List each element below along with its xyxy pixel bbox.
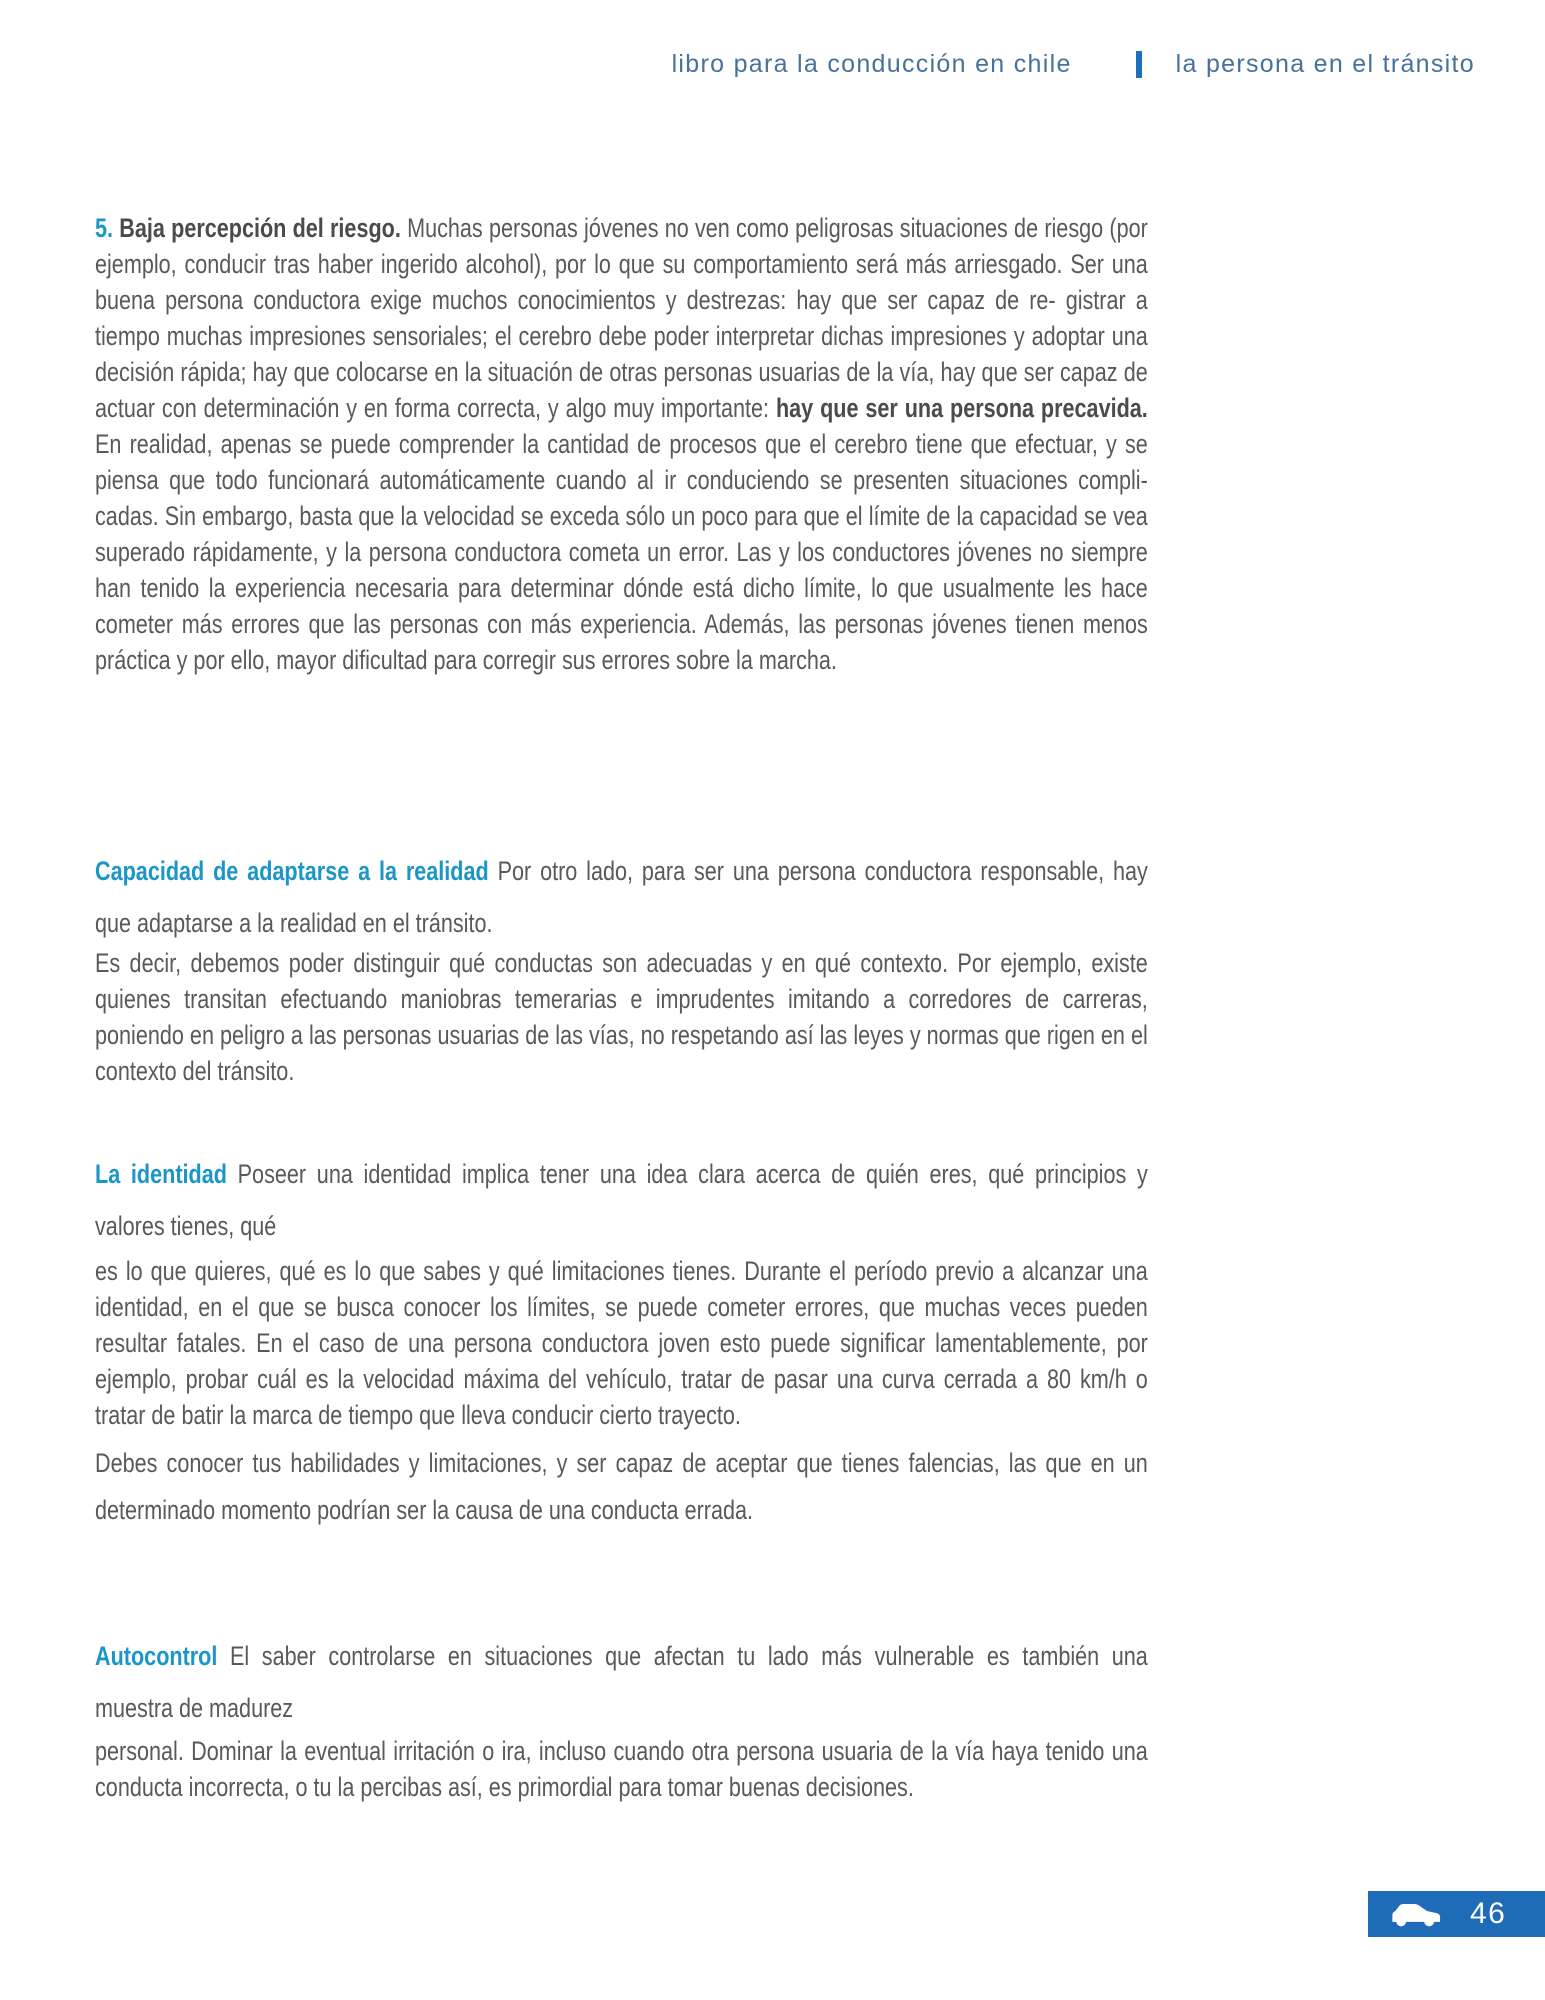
capacidad-heading: Capacidad de adaptarse a la realidad [95, 856, 489, 886]
footer-page-badge [1368, 1891, 1545, 1937]
autocontrol-intro-line2: muestra de madurez [95, 1693, 294, 1723]
identidad-note-line1: Debes conocer tus habilidades y limitaciones, y ser capaz de aceptar que tienes falencias, las que en un [95, 1448, 1148, 1478]
section-autocontrol-intro [95, 1630, 1148, 1734]
risk-body-part2: En realidad, apenas se puede comprender la cantidad de procesos que el cerebro tiene que efectuar, y se piensa que todo funcionará automáticamente cuando al ir conduciendo se presenten situaciones compli- cadas. Sin embargo, basta que la velocidad se exceda sólo un poco para que el límite de la capacidad se vea superado rápidamente, y la persona conductora cometa un error. Las y los conductores jóvenes no siempre han tenido la experiencia necesaria para determinar dónde está dicho límite, lo que usualmente les hace cometer más errores que las personas con más experiencia. Además, las personas jóvenes tienen menos práctica y por ello, mayor dificultad para corregir sus errores sobre la marcha. [95, 429, 1148, 675]
identidad-intro-line1 [95, 1148, 1148, 1200]
risk-paragraph [95, 210, 1148, 678]
section-identidad-intro [95, 1148, 1148, 1252]
section-capacidad-body [95, 945, 1148, 1089]
page-number: 46 [1470, 1897, 1507, 1930]
section-identidad-body [95, 1253, 1148, 1433]
capacidad-intro-line1 [95, 845, 1148, 897]
section-autocontrol-body [95, 1733, 1148, 1805]
identidad-heading: La identidad [95, 1159, 227, 1189]
header-book-title: libro para la conducción en chile [671, 50, 1072, 78]
header-separator-bar [1136, 51, 1142, 78]
header-chapter-title: la persona en el tránsito [1175, 50, 1475, 78]
capacidad-intro-line2: que adaptarse a la realidad en el tránsito. [95, 908, 493, 938]
capacidad-intro-text1: Por otro lado, para ser una persona conductora responsable, hay [497, 856, 1148, 886]
autocontrol-intro-text1: El saber controlarse en situaciones que afectan tu lado más vulnerable es también una [229, 1641, 1148, 1671]
capacidad-body-paragraph: Es decir, debemos poder distinguir qué conductas son adecuadas y en qué contexto. Por ejemplo, existe quienes transitan efectuando maniobras temerarias e imprudentes imitando a corredores de carreras, poniendo en peligro a las personas usuarias de las vías, no respetando así las leyes y normas que rigen en el contexto del tránsito. [95, 948, 1148, 1086]
risk-body-part1: Muchas personas jóvenes no ven como peligrosas situaciones de riesgo (por ejemplo, conducir tras haber ingerido alcohol), por lo que su comportamiento será más arriesgado. Ser una buena persona conductora exige muchos conocimientos y destrezas: hay que ser capaz de re- gistrar a tiempo muchas impresiones sensoriales; el cerebro debe poder interpretar dichas impresiones y adoptar una decisión rápida; hay que colocarse en la situación de otras personas usuarias de la vía, hay que ser capaz de actuar con determinación y en forma correcta, y algo muy importante: [95, 213, 1148, 423]
identidad-body-paragraph: es lo que quieres, qué es lo que sabes y qué limitaciones tienes. Durante el período previo a alcanzar una identidad, en el que se busca conocer los límites, se puede cometer errores, que muchas veces pueden resultar fatales. En el caso de una persona conductora joven esto puede significar lamentablemente, por ejemplo, probar cuál es la velocidad máxima del vehículo, tratar de pasar una curva cerrada a 80 km/h o tratar de batir la marca de tiempo que lleva conducir cierto trayecto. [95, 1256, 1148, 1430]
page-header [672, 50, 1475, 79]
car-icon [1388, 1899, 1444, 1929]
autocontrol-body-paragraph: personal. Dominar la eventual irritación o ira, incluso cuando otra persona usuaria de la vía haya tenido una conducta incorrecta, o tu la percibas así, es primordial para tomar buenas decisiones. [95, 1736, 1148, 1802]
identidad-intro-text1: Poseer una identidad implica tener una idea clara acerca de quién eres, qué principios y [237, 1159, 1148, 1189]
risk-item-number: 5. [95, 213, 114, 243]
risk-bold-phrase: hay que ser una persona precavida. [775, 393, 1148, 423]
identidad-intro-line2: valores tienes, qué [95, 1211, 277, 1241]
autocontrol-intro-line1 [95, 1630, 1148, 1682]
risk-heading: Baja percepción del riesgo. [119, 213, 401, 243]
section-identidad-note [95, 1440, 1148, 1534]
section-risk-perception [95, 210, 1148, 678]
autocontrol-heading: Autocontrol [95, 1641, 218, 1671]
identidad-note-line2: determinado momento podrían ser la causa de una conducta errada. [95, 1495, 754, 1525]
section-capacidad-intro [95, 845, 1148, 949]
